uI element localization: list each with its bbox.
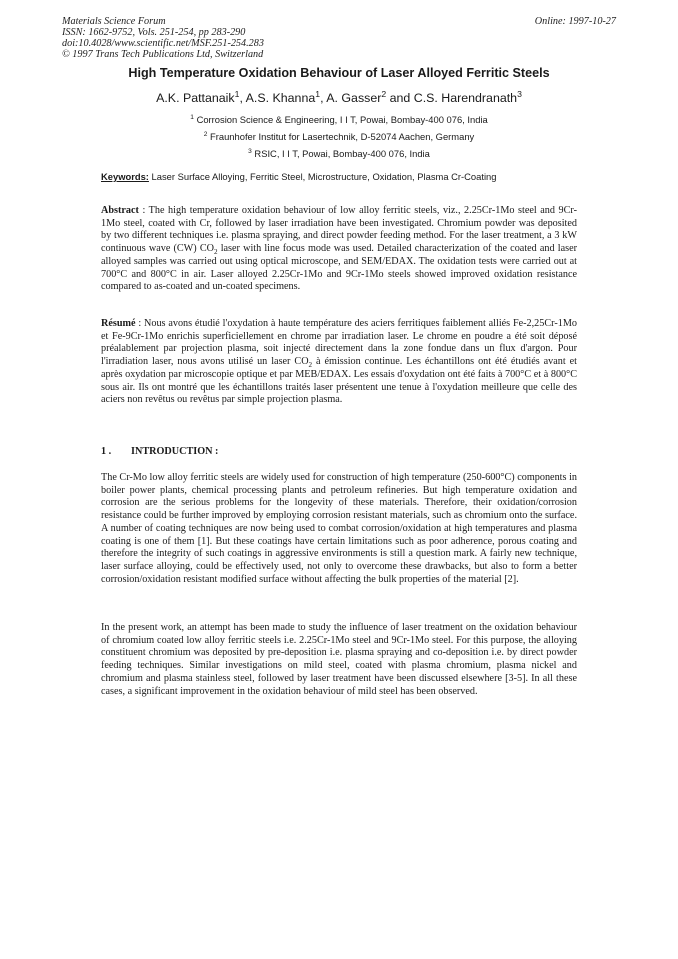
paper-title: High Temperature Oxidation Behaviour of Laser Alloyed Ferritic Steels xyxy=(128,66,550,80)
section-number: 1 . xyxy=(101,446,112,457)
introduction-paragraph-2: In the present work, an attempt has been made to study the influence of laser treatment on the oxidation behaviour of chromium coated low alloy ferritic steels i.e. 2.25Cr-1Mo steel and 9Cr-1Mo steel. For this purpose, the alloying constituent chromium was deposited by pre-deposition i.e. plasma spraying and co-deposition i.e. by direct powder feeding techniques. Similar investigations on mild steel, coated with plasma chromium, plasma nickel and chromium and plasma stainless steel, followed by laser treatment have been discussed elsewhere [3-5]. In all these cases, a significant improvement in the oxidation behaviour of mild steel has been observed. xyxy=(101,622,577,697)
author-affiliation-mark: 3 xyxy=(517,88,522,99)
doi-line: doi:10.4028/www.scientific.net/MSF.251-254.283 xyxy=(62,38,264,49)
online-date: Online: 1997-10-27 xyxy=(534,16,616,27)
author-separator: , xyxy=(320,91,327,105)
introduction-paragraph-1: The Cr-Mo low alloy ferritic steels are widely used for construction of high temperature (250-600°C) components in boiler power plants, chemical processing plants and petroleum refineries. But high temperature oxidation and corrosion are the serious problems for the longevity of these materials. Therefore, their oxidation/corrosion resistance could be further improved by employing corrosion resistant materials, such as chromium onto the surface. A number of coating techniques are now being used to combat corrosion/oxidation at high temperatures and plasma coating is one of them [1]. But these coatings have certain limitations such as poor adherence, porous coating and therefore the integrity of such coatings in aggressive environments is still a question mark. A fairly new technique, laser surface alloying, could be effectively used, not only to overcome these drawbacks, but also to form a better corrosion/oxidation resistant modified surface without affecting the bulk properties of the material [2]. xyxy=(101,472,577,585)
keywords-line xyxy=(101,171,577,182)
author-name: A.K. Pattanaik xyxy=(156,91,235,105)
author-affiliation-mark: 2 xyxy=(381,88,387,99)
author-name: A. Gasser xyxy=(326,91,382,105)
author-name: C.S. Harendranath xyxy=(413,91,518,105)
keywords-label: Keywords: xyxy=(101,171,149,182)
author-separator: , xyxy=(239,91,246,105)
section-title: INTRODUCTION : xyxy=(131,446,219,457)
journal-header xyxy=(62,16,264,60)
keywords-text: Laser Surface Alloying, Ferritic Steel, Microstructure, Oxidation, Plasma Cr-Coating xyxy=(148,171,497,182)
abstract-paragraph: Abstract : The high temperature oxidation behaviour of low alloy ferritic steels, viz., 2.25Cr-1Mo steel and 9Cr-1Mo steel, coated with Cr, followed by laser irradiation have been investigated. Chromium powder was deposited by two different techniques i.e. plasma spraying, and direct powder feeding method. For the laser treatment, a 3 kW continuous wave (CW) $CO_2$ laser with line focus mode was used. Detailed characterization of the coated and laser alloyed samples was carried out using optical microscope, and SEM/EDAX. The oxidation tests were carried out at 700°C and 800°C in air. Laser alloyed 2.25Cr-1Mo and 9Cr-1Mo steels showed improved oxidation resistance compared to as-coated and un-coated specimens. xyxy=(101,205,577,293)
author-name: A.S. Khanna xyxy=(245,91,316,105)
issn-line: ISSN: 1662-9752, Vols. 251-254, pp 283-290 xyxy=(62,27,246,38)
author-affiliation-mark: 1 xyxy=(234,88,240,99)
author-list xyxy=(60,88,618,105)
resume-label: Résumé xyxy=(101,318,136,329)
affiliation-2: $^2$ Fraunhofer Institut for Lasertechnik, D-52074 Aachen, Germany xyxy=(203,130,475,142)
author-affiliation-mark: 1 xyxy=(315,88,321,99)
section-heading-introduction xyxy=(101,446,218,457)
resume-paragraph: Résumé : Nous avons étudié l'oxydation à haute température des aciers ferritiques faiblement alliés Fe-2,25Cr-1Mo et Fe-9Cr-1Mo enrichis superficiellement en chrome par irradiation laser. Le chrome en poudre a été soit déposé préalablement par projection plasma, soit injecté directement dans la zone fondue dans un flux d'argon. Pour l'irradiation laser, nous avons utilisé un laser $CO_2$ à émission continue. Les échantillons ont été étudiés avant et après oxydation par microscopie optique et par MEB/EDAX. Les essais d'oxydation ont été faits à 700°C et à 800°C sous air. Ils ont montré que les échantillons traités laser présentent une tenue à l'oxydation meilleure que celle des aciers non revêtus ou revêtus par simple projection plasma. xyxy=(101,318,577,406)
affiliation-3: $^3$ RSIC, I I T, Powai, Bombay-400 076, India xyxy=(248,147,430,159)
copyright-line: © 1997 Trans Tech Publications Ltd, Switzerland xyxy=(62,49,264,60)
affiliation-1: $^1$ Corrosion Science & Engineering, I I T, Powai, Bombay-400 076, India xyxy=(190,113,488,125)
author-separator: and xyxy=(386,91,414,105)
abstract-label: Abstract xyxy=(101,205,139,216)
journal-name: Materials Science Forum xyxy=(62,16,166,27)
